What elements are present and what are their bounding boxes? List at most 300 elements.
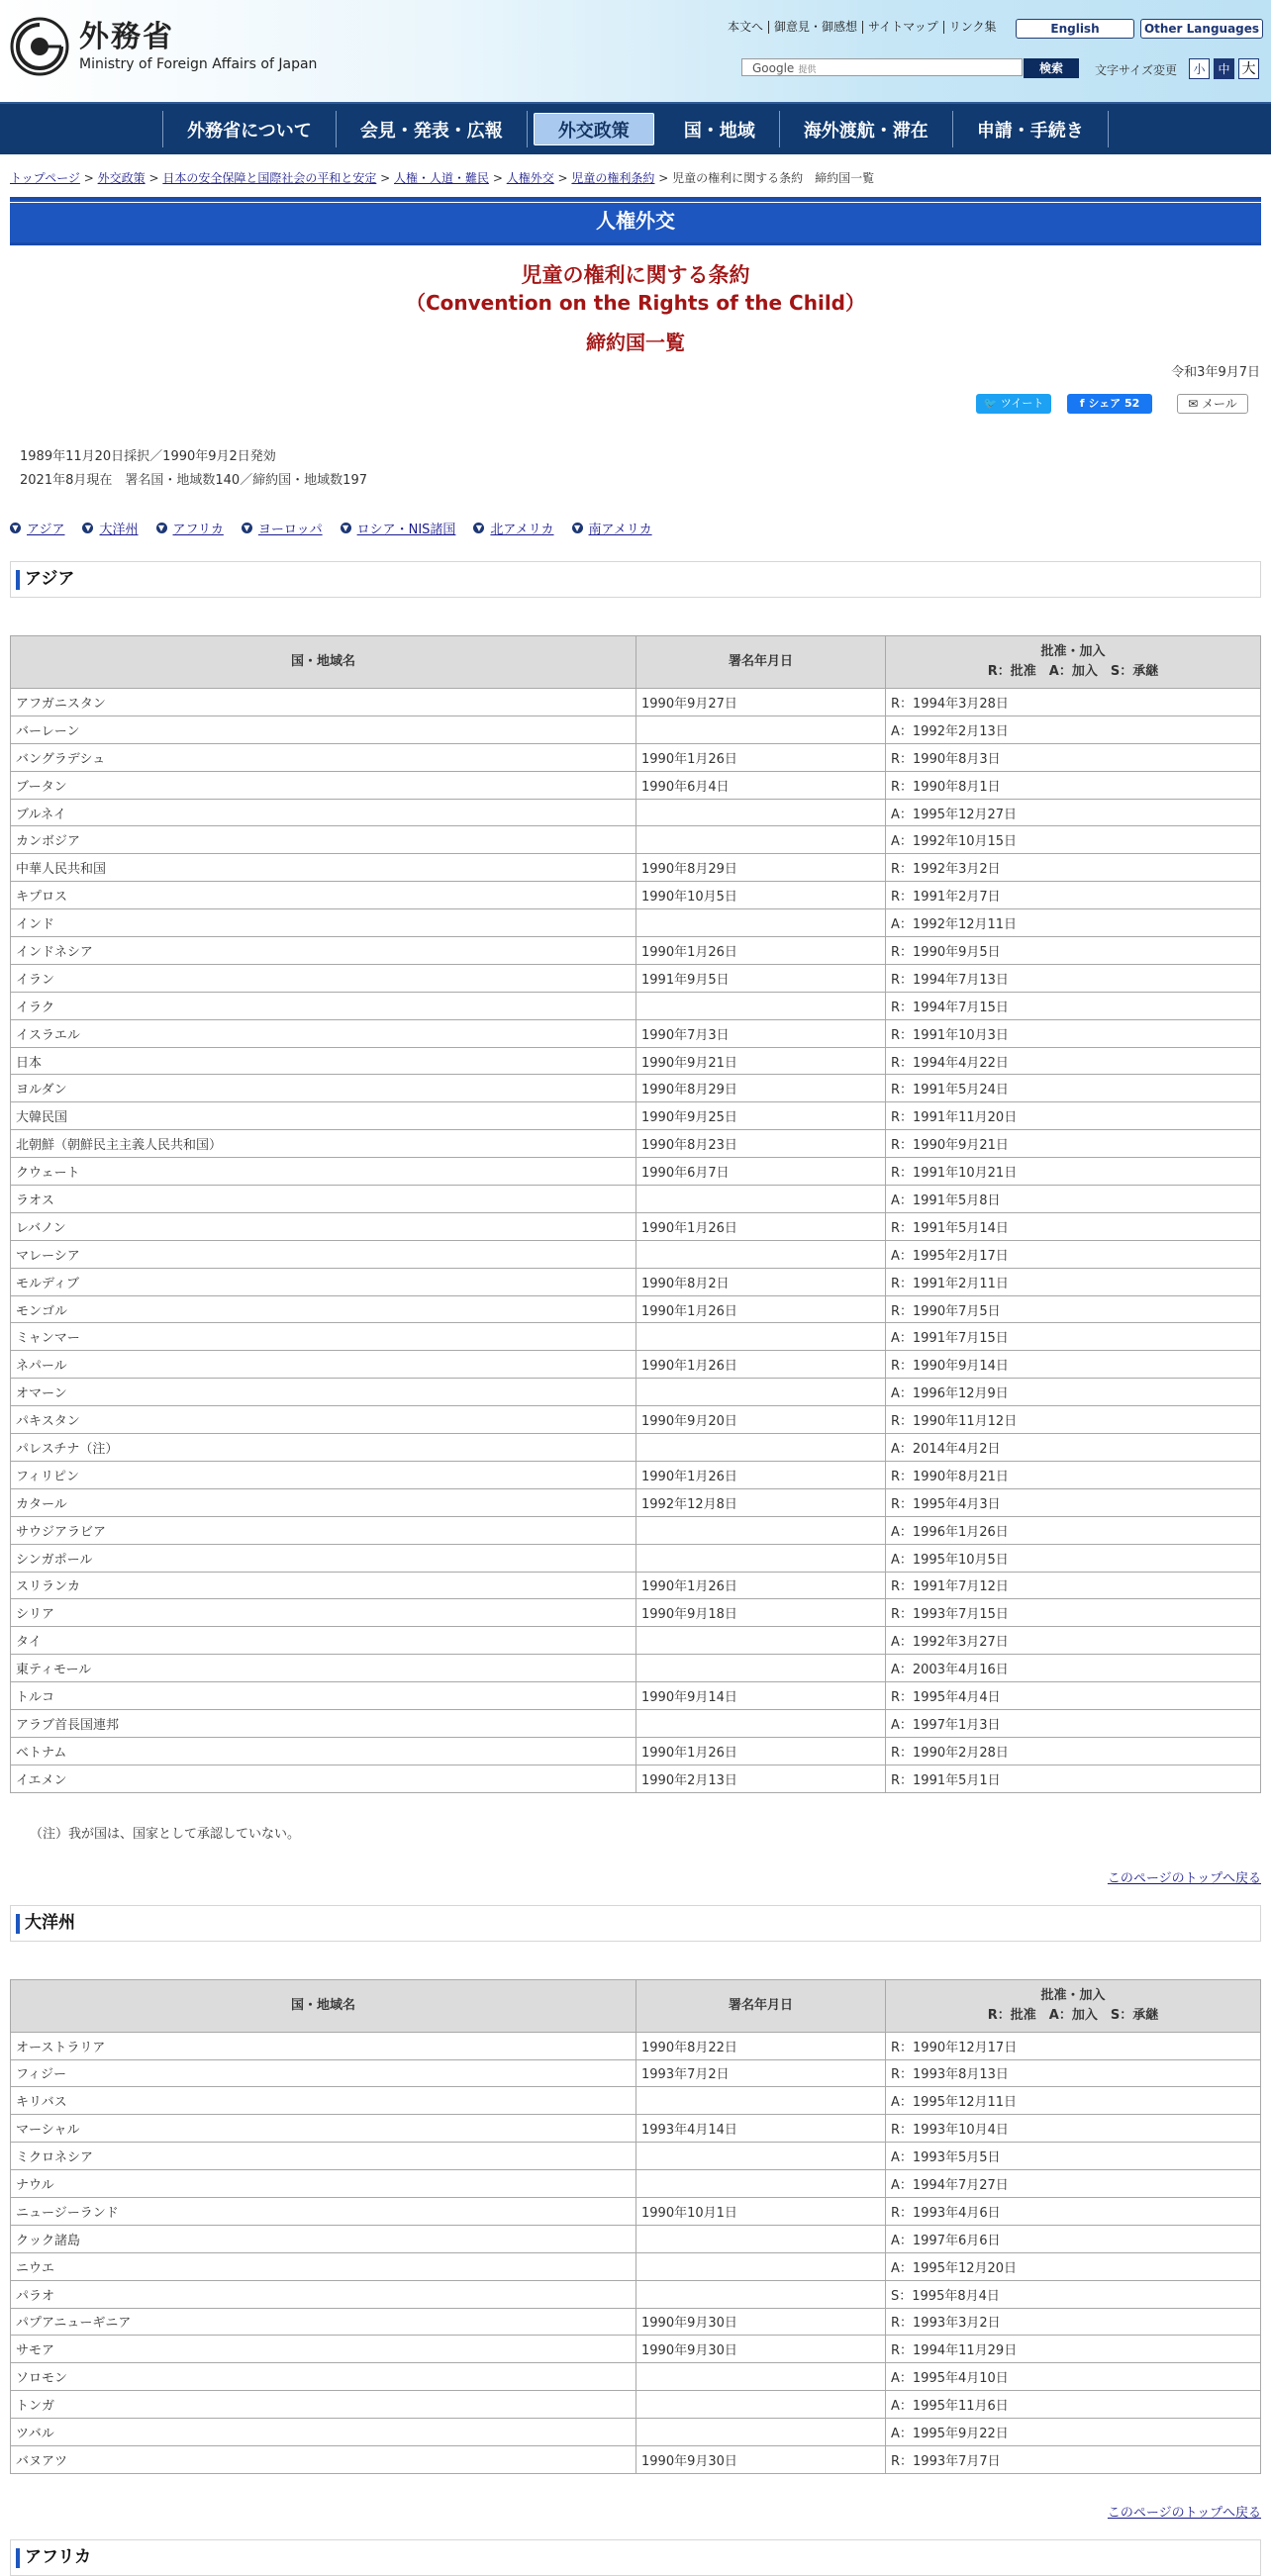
table-row xyxy=(11,799,1261,826)
cell-country: ミクロネシア xyxy=(11,2143,636,2170)
fontsize-large-button[interactable]: 大 xyxy=(1238,58,1259,79)
cell-country: モルディブ xyxy=(11,1268,636,1295)
cell-country: ニウエ xyxy=(11,2252,636,2280)
cell-country: パプアニューギニア xyxy=(11,2308,636,2336)
cell-ratified-date: A：1994年7月27日 xyxy=(886,2170,1261,2198)
table-row xyxy=(11,2419,1261,2446)
cell-signed-date xyxy=(636,1627,886,1655)
oceania-table xyxy=(10,1979,1261,2474)
region-link-label[interactable]: 南アメリカ xyxy=(588,523,652,537)
col-header-ratify-legend: R：批准 A：加入 S：承継 xyxy=(987,664,1159,679)
region-link-label[interactable]: アジア xyxy=(27,523,65,537)
cell-signed-date: 1990年1月26日 xyxy=(636,1461,886,1488)
cell-ratified-date: A：1995年12月27日 xyxy=(886,799,1261,826)
cell-ratified-date: R：1990年8月1日 xyxy=(886,771,1261,799)
cell-signed-date: 1990年6月4日 xyxy=(636,771,886,799)
region-link-europe[interactable] xyxy=(242,519,323,537)
cell-ratified-date: R：1994年3月28日 xyxy=(886,689,1261,716)
table-row xyxy=(11,743,1261,771)
cell-country: ヨルダン xyxy=(11,1075,636,1102)
cell-ratified-date: R：1991年5月1日 xyxy=(886,1765,1261,1792)
cell-country: ナウル xyxy=(11,2170,636,2198)
table-row xyxy=(11,2252,1261,2280)
table-row xyxy=(11,964,1261,992)
cell-signed-date xyxy=(636,2391,886,2419)
cell-country: フィリピン xyxy=(11,1461,636,1488)
logo-title-en: Ministry of Foreign Affairs of Japan xyxy=(79,56,318,72)
cell-country: クック諸島 xyxy=(11,2225,636,2252)
breadcrumb-human-rights-diplomacy[interactable]: 人権外交 xyxy=(506,171,554,185)
search-provided-label: 提供 xyxy=(798,65,817,75)
cell-signed-date: 1990年7月3日 xyxy=(636,1019,886,1047)
nav-press[interactable]: 会見・発表・広報 xyxy=(337,111,528,147)
table-row xyxy=(11,2059,1261,2087)
arrow-bullet-icon: ▼ xyxy=(572,523,583,533)
cell-country: オマーン xyxy=(11,1379,636,1406)
link-main-content[interactable]: 本文へ xyxy=(728,20,764,34)
cell-signed-date xyxy=(636,2087,886,2115)
cell-ratified-date: R：1991年5月24日 xyxy=(886,1075,1261,1102)
cell-signed-date: 1990年9月14日 xyxy=(636,1682,886,1710)
region-link-asia[interactable] xyxy=(10,519,64,537)
cell-country: ツバル xyxy=(11,2419,636,2446)
cell-ratified-date: A：1995年2月17日 xyxy=(886,1240,1261,1268)
cell-country: インド xyxy=(11,909,636,937)
tweet-label: ツイート xyxy=(1000,397,1044,410)
cell-signed-date: 1990年8月29日 xyxy=(636,854,886,882)
cell-signed-date xyxy=(636,2170,886,2198)
table-row xyxy=(11,2445,1261,2473)
region-anchor-links xyxy=(0,519,1271,537)
cell-country: インドネシア xyxy=(11,937,636,965)
table-row xyxy=(11,1268,1261,1295)
cell-country: 日本 xyxy=(11,1047,636,1075)
page-title xyxy=(0,261,1271,355)
cell-signed-date: 1990年8月22日 xyxy=(636,2032,886,2059)
cell-signed-date: 1990年8月29日 xyxy=(636,1075,886,1102)
cell-country: キプロス xyxy=(11,882,636,909)
cell-country: ミャンマー xyxy=(11,1323,636,1351)
region-link-africa[interactable] xyxy=(156,519,224,537)
mail-button[interactable]: ✉ メール xyxy=(1177,394,1248,414)
section-banner: 人権外交 xyxy=(10,197,1261,245)
region-link-label[interactable]: アフリカ xyxy=(172,523,224,537)
cell-ratified-date: A：1992年2月13日 xyxy=(886,716,1261,743)
table-row xyxy=(11,909,1261,937)
link-sitemap[interactable]: サイトマップ xyxy=(862,21,943,34)
breadcrumb-human-rights[interactable]: 人権・人道・難民 xyxy=(394,171,490,185)
cell-country: パレスチナ（注） xyxy=(11,1434,636,1462)
cell-signed-date: 1992年12月8日 xyxy=(636,1488,886,1516)
oceania-table-body xyxy=(11,2032,1261,2473)
table-row xyxy=(11,1655,1261,1682)
table-row xyxy=(11,2336,1261,2363)
cell-signed-date: 1991年9月5日 xyxy=(636,964,886,992)
facebook-share-button[interactable]: f シェア 52 xyxy=(1067,394,1152,414)
cell-country: 中華人民共和国 xyxy=(11,854,636,882)
english-button[interactable]: English xyxy=(1016,19,1134,39)
title-line3: 締約国一覧 xyxy=(586,331,685,354)
cell-signed-date xyxy=(636,1323,886,1351)
cell-ratified-date: R：1995年4月3日 xyxy=(886,1488,1261,1516)
arrow-bullet-icon: ▼ xyxy=(341,523,351,533)
cell-country: フィジー xyxy=(11,2059,636,2087)
table-row xyxy=(11,1572,1261,1599)
cell-ratified-date: A：1996年12月9日 xyxy=(886,1379,1261,1406)
arrow-bullet-icon: ▼ xyxy=(156,523,167,533)
cell-ratified-date: A：1997年6月6日 xyxy=(886,2225,1261,2252)
nav-travel[interactable]: 海外渡航・滞在 xyxy=(780,111,953,147)
back-to-top-link[interactable]: このページのトップへ戻る xyxy=(1107,1870,1261,1886)
breadcrumb-crc[interactable]: 児童の権利条約 xyxy=(571,171,655,185)
cell-signed-date: 1990年9月21日 xyxy=(636,1047,886,1075)
col-header-ratify xyxy=(886,636,1261,689)
cell-signed-date xyxy=(636,2363,886,2391)
breadcrumb-top[interactable]: トップページ xyxy=(10,171,80,185)
cell-ratified-date: A：1992年12月11日 xyxy=(886,909,1261,937)
table-row xyxy=(11,1351,1261,1379)
table-row xyxy=(11,1323,1261,1351)
utility-links xyxy=(723,21,1001,34)
cell-signed-date xyxy=(636,1186,886,1213)
cell-signed-date xyxy=(636,1379,886,1406)
col-header-ratify-title: 批准・加入 xyxy=(1040,644,1106,659)
cell-country: ラオス xyxy=(11,1186,636,1213)
cell-ratified-date: R：1994年4月22日 xyxy=(886,1047,1261,1075)
cell-ratified-date: R：1991年10月21日 xyxy=(886,1158,1261,1186)
cell-ratified-date: R：1993年3月2日 xyxy=(886,2308,1261,2336)
party-count-info: 2021年8月現在 署名国・地域数140／締約国・地域数197 xyxy=(20,473,367,488)
cell-country: ネパール xyxy=(11,1351,636,1379)
cell-country: タイ xyxy=(11,1627,636,1655)
table-row xyxy=(11,2225,1261,2252)
table-row xyxy=(11,1516,1261,1544)
table-row xyxy=(11,1379,1261,1406)
cell-ratified-date: A：1995年11月6日 xyxy=(886,2391,1261,2419)
link-feedback[interactable]: 御意見・御感想 xyxy=(768,21,862,34)
table-row xyxy=(11,771,1261,799)
table-row xyxy=(11,2363,1261,2391)
cell-signed-date: 1990年9月25日 xyxy=(636,1102,886,1130)
table-row xyxy=(11,2115,1261,2143)
col-header-country: 国・地域名 xyxy=(11,1979,636,2032)
cell-ratified-date: R：1990年2月28日 xyxy=(886,1737,1261,1765)
cell-country: 北朝鮮（朝鮮民主主義人民共和国） xyxy=(11,1130,636,1158)
region-link-label[interactable]: 北アメリカ xyxy=(490,523,554,537)
cell-ratified-date: A：1991年5月8日 xyxy=(886,1186,1261,1213)
cell-ratified-date: A：1993年5月5日 xyxy=(886,2143,1261,2170)
palestine-note: （注）我が国は、国家として承認していない。 xyxy=(30,1826,301,1842)
cell-country: イエメン xyxy=(11,1765,636,1792)
cell-signed-date: 1990年2月13日 xyxy=(636,1765,886,1792)
mofa-emblem-icon xyxy=(10,17,69,76)
treaty-info xyxy=(0,445,1271,493)
cell-country: ソロモン xyxy=(11,2363,636,2391)
cell-signed-date: 1990年9月30日 xyxy=(636,2445,886,2473)
table-row xyxy=(11,1709,1261,1737)
site-logo[interactable] xyxy=(10,17,317,76)
arrow-bullet-icon: ▼ xyxy=(10,523,21,533)
section-heading-asia: アジア xyxy=(10,561,1261,598)
cell-ratified-date: A：1992年10月15日 xyxy=(886,826,1261,854)
cell-ratified-date: A：2014年4月2日 xyxy=(886,1434,1261,1462)
table-row xyxy=(11,1102,1261,1130)
table-row xyxy=(11,1019,1261,1047)
cell-signed-date xyxy=(636,2280,886,2308)
cell-signed-date xyxy=(636,716,886,743)
cell-country: マレーシア xyxy=(11,1240,636,1268)
table-row xyxy=(11,689,1261,716)
cell-ratified-date: A：1995年4月10日 xyxy=(886,2363,1261,2391)
tweet-button[interactable]: 🐦 ツイート xyxy=(976,394,1051,414)
cell-country: クウェート xyxy=(11,1158,636,1186)
cell-signed-date xyxy=(636,2419,886,2446)
table-row xyxy=(11,882,1261,909)
table-row xyxy=(11,1295,1261,1323)
table-row xyxy=(11,1544,1261,1572)
table-row xyxy=(11,2280,1261,2308)
cell-ratified-date: R：1990年8月21日 xyxy=(886,1461,1261,1488)
asia-table-body xyxy=(11,689,1261,1793)
cell-signed-date xyxy=(636,909,886,937)
cell-country: モンゴル xyxy=(11,1295,636,1323)
cell-country: 東ティモール xyxy=(11,1655,636,1682)
cell-ratified-date: R：1995年4月4日 xyxy=(886,1682,1261,1710)
cell-ratified-date: R：1991年10月3日 xyxy=(886,1019,1261,1047)
cell-signed-date: 1990年9月18日 xyxy=(636,1599,886,1627)
cell-ratified-date: R：1990年12月17日 xyxy=(886,2032,1261,2059)
cell-country: シンガポール xyxy=(11,1544,636,1572)
cell-country: イスラエル xyxy=(11,1019,636,1047)
col-header-ratify-title: 批准・加入 xyxy=(1040,1987,1106,2003)
google-brand: Google xyxy=(752,61,795,75)
table-row xyxy=(11,826,1261,854)
region-link-south-america[interactable] xyxy=(572,519,652,537)
cell-ratified-date: R：1990年7月5日 xyxy=(886,1295,1261,1323)
cell-ratified-date: A：1995年12月11日 xyxy=(886,2087,1261,2115)
cell-signed-date xyxy=(636,1516,886,1544)
cell-country: ブルネイ xyxy=(11,799,636,826)
cell-country: バヌアツ xyxy=(11,2445,636,2473)
nav-about[interactable]: 外務省について xyxy=(162,111,337,147)
nav-foreign-policy[interactable]: 外交政策 xyxy=(534,113,654,145)
breadcrumb-foreign-policy[interactable]: 外交政策 xyxy=(97,171,146,185)
cell-ratified-date: R：1994年7月13日 xyxy=(886,964,1261,992)
region-link-label[interactable]: ヨーロッパ xyxy=(257,523,323,537)
nav-countries[interactable]: 国・地域 xyxy=(660,111,780,147)
cell-signed-date xyxy=(636,1544,886,1572)
col-header-signed: 署名年月日 xyxy=(636,636,886,689)
cell-country: ベトナム xyxy=(11,1737,636,1765)
cell-ratified-date: R：1994年11月29日 xyxy=(886,2336,1261,2363)
cell-signed-date: 1990年8月23日 xyxy=(636,1130,886,1158)
cell-signed-date: 1990年9月20日 xyxy=(636,1406,886,1434)
cell-signed-date xyxy=(636,799,886,826)
cell-ratified-date: R：1993年4月6日 xyxy=(886,2197,1261,2225)
table-row xyxy=(11,2391,1261,2419)
arrow-bullet-icon: ▼ xyxy=(473,523,484,533)
search-button[interactable]: 検索 xyxy=(1024,58,1079,78)
table-row xyxy=(11,2197,1261,2225)
cell-ratified-date: R：1991年5月14日 xyxy=(886,1212,1261,1240)
cell-signed-date: 1990年1月26日 xyxy=(636,1737,886,1765)
cell-country: 大韓民国 xyxy=(11,1102,636,1130)
table-row xyxy=(11,2087,1261,2115)
cell-ratified-date: R：1990年9月21日 xyxy=(886,1130,1261,1158)
cell-country: シリア xyxy=(11,1599,636,1627)
cell-country: トルコ xyxy=(11,1682,636,1710)
table-row xyxy=(11,716,1261,743)
cell-signed-date: 1990年6月7日 xyxy=(636,1158,886,1186)
breadcrumb: トップページ > 外交政策 > 日本の安全保障と国際社会の平和と安定 > 人権・人道・難民 > 人権外交 > 児童の権利条約 > 児童の権利に関する条約 締約国一覧 xyxy=(10,171,875,185)
cell-ratified-date: R：1993年10月4日 xyxy=(886,2115,1261,2143)
table-row xyxy=(11,1212,1261,1240)
section-heading-africa: アフリカ xyxy=(10,2539,1261,2576)
region-link-north-america[interactable] xyxy=(473,519,553,537)
col-header-signed: 署名年月日 xyxy=(636,1979,886,2032)
table-row xyxy=(11,937,1261,965)
cell-signed-date: 1990年1月26日 xyxy=(636,1212,886,1240)
back-to-top-link[interactable]: このページのトップへ戻る xyxy=(1107,2505,1261,2521)
cell-signed-date: 1990年1月26日 xyxy=(636,1295,886,1323)
cell-country: マーシャル xyxy=(11,2115,636,2143)
cell-signed-date: 1993年7月2日 xyxy=(636,2059,886,2087)
breadcrumb-current: 児童の権利に関する条約 締約国一覧 xyxy=(672,171,875,185)
cell-country: カタール xyxy=(11,1488,636,1516)
fontsize-label: 文字サイズ変更 xyxy=(1095,63,1178,77)
table-row xyxy=(11,1047,1261,1075)
cell-ratified-date: R：1993年8月13日 xyxy=(886,2059,1261,2087)
other-languages-button[interactable]: Other Languages xyxy=(1140,19,1263,39)
cell-country: バーレーン xyxy=(11,716,636,743)
cell-ratified-date: R：1994年7月15日 xyxy=(886,992,1261,1019)
fontsize-small-button[interactable]: 小 xyxy=(1189,58,1210,79)
cell-signed-date xyxy=(636,1655,886,1682)
col-header-ratify xyxy=(886,1979,1261,2032)
publish-date: 令和3年9月7日 xyxy=(1171,365,1260,380)
cell-ratified-date: R：1991年7月12日 xyxy=(886,1572,1261,1599)
col-header-country: 国・地域名 xyxy=(11,636,636,689)
site-header xyxy=(0,0,1271,102)
title-line1: 児童の権利に関する条約 xyxy=(521,263,750,287)
cell-ratified-date: A：2003年4月16日 xyxy=(886,1655,1261,1682)
table-row xyxy=(11,2308,1261,2336)
cell-ratified-date: R：1990年9月5日 xyxy=(886,937,1261,965)
region-link-label[interactable]: ロシア・NIS諸国 xyxy=(356,523,456,537)
cell-signed-date: 1990年9月30日 xyxy=(636,2308,886,2336)
social-buttons xyxy=(0,394,1271,416)
cell-ratified-date: S：1995年8月4日 xyxy=(886,2280,1261,2308)
table-row xyxy=(11,1765,1261,1792)
logo-title-jp: 外務省 xyxy=(79,20,174,54)
cell-signed-date xyxy=(636,1709,886,1737)
table-row xyxy=(11,1075,1261,1102)
cell-country: キリバス xyxy=(11,2087,636,2115)
cell-signed-date: 1990年10月5日 xyxy=(636,882,886,909)
search-input[interactable] xyxy=(741,58,1023,76)
cell-country: イラク xyxy=(11,992,636,1019)
cell-country: スリランカ xyxy=(11,1572,636,1599)
cell-signed-date: 1990年10月1日 xyxy=(636,2197,886,2225)
table-row xyxy=(11,1158,1261,1186)
arrow-bullet-icon: ▼ xyxy=(242,523,252,533)
table-row xyxy=(11,1488,1261,1516)
cell-country: イラン xyxy=(11,964,636,992)
cell-signed-date xyxy=(636,1434,886,1462)
cell-ratified-date: A：1995年9月22日 xyxy=(886,2419,1261,2446)
table-row xyxy=(11,1186,1261,1213)
nav-applications[interactable]: 申請・手続き xyxy=(953,111,1109,147)
cell-ratified-date: R：1993年7月15日 xyxy=(886,1599,1261,1627)
cell-country: サウジアラビア xyxy=(11,1516,636,1544)
table-row xyxy=(11,1682,1261,1710)
cell-country: オーストラリア xyxy=(11,2032,636,2059)
table-row xyxy=(11,1599,1261,1627)
table-row xyxy=(11,1461,1261,1488)
cell-country: トンガ xyxy=(11,2391,636,2419)
cell-ratified-date: R：1991年11月20日 xyxy=(886,1102,1261,1130)
cell-ratified-date: A：1997年1月3日 xyxy=(886,1709,1261,1737)
cell-ratified-date: R：1990年9月14日 xyxy=(886,1351,1261,1379)
cell-signed-date xyxy=(636,2252,886,2280)
region-link-oceania[interactable] xyxy=(82,519,138,537)
cell-ratified-date: R：1991年2月7日 xyxy=(886,882,1261,909)
title-line2: （Convention on the Rights of the Child） xyxy=(405,291,866,315)
table-row xyxy=(11,2170,1261,2198)
table-row xyxy=(11,2032,1261,2059)
mail-label: メール xyxy=(1202,397,1237,411)
cell-ratified-date: A：1991年7月15日 xyxy=(886,1323,1261,1351)
cell-country: パラオ xyxy=(11,2280,636,2308)
region-link-russia-nis[interactable] xyxy=(341,519,456,537)
cell-signed-date: 1993年4月14日 xyxy=(636,2115,886,2143)
global-nav xyxy=(0,102,1271,154)
table-row xyxy=(11,1130,1261,1158)
table-row xyxy=(11,1737,1261,1765)
table-row xyxy=(11,1434,1261,1462)
cell-signed-date xyxy=(636,1240,886,1268)
adoption-info: 1989年11月20日採択／1990年9月2日発効 xyxy=(20,449,276,464)
breadcrumb-security[interactable]: 日本の安全保障と国際社会の平和と安定 xyxy=(162,171,377,185)
cell-signed-date: 1990年9月30日 xyxy=(636,2336,886,2363)
cell-ratified-date: A：1995年10月5日 xyxy=(886,1544,1261,1572)
asia-table xyxy=(10,635,1261,1793)
cell-signed-date xyxy=(636,992,886,1019)
cell-signed-date: 1990年1月26日 xyxy=(636,1351,886,1379)
cell-country: アフガニスタン xyxy=(11,689,636,716)
cell-signed-date xyxy=(636,2225,886,2252)
table-row xyxy=(11,1627,1261,1655)
cell-signed-date: 1990年8月2日 xyxy=(636,1268,886,1295)
region-link-label[interactable]: 大洋州 xyxy=(99,523,139,537)
cell-ratified-date: R：1991年2月11日 xyxy=(886,1268,1261,1295)
cell-signed-date: 1990年9月27日 xyxy=(636,689,886,716)
cell-country: ニュージーランド xyxy=(11,2197,636,2225)
col-header-ratify-legend: R：批准 A：加入 S：承継 xyxy=(987,2007,1159,2023)
fontsize-medium-button[interactable]: 中 xyxy=(1214,58,1234,79)
table-row xyxy=(11,854,1261,882)
cell-signed-date: 1990年1月26日 xyxy=(636,743,886,771)
link-links[interactable]: リンク集 xyxy=(943,21,1002,34)
table-row xyxy=(11,1406,1261,1434)
cell-country: バングラデシュ xyxy=(11,743,636,771)
cell-ratified-date: A：1992年3月27日 xyxy=(886,1627,1261,1655)
cell-signed-date: 1990年1月26日 xyxy=(636,937,886,965)
cell-ratified-date: A：1995年12月20日 xyxy=(886,2252,1261,2280)
cell-ratified-date: R：1993年7月7日 xyxy=(886,2445,1261,2473)
table-row xyxy=(11,1240,1261,1268)
section-heading-oceania: 大洋州 xyxy=(10,1905,1261,1942)
